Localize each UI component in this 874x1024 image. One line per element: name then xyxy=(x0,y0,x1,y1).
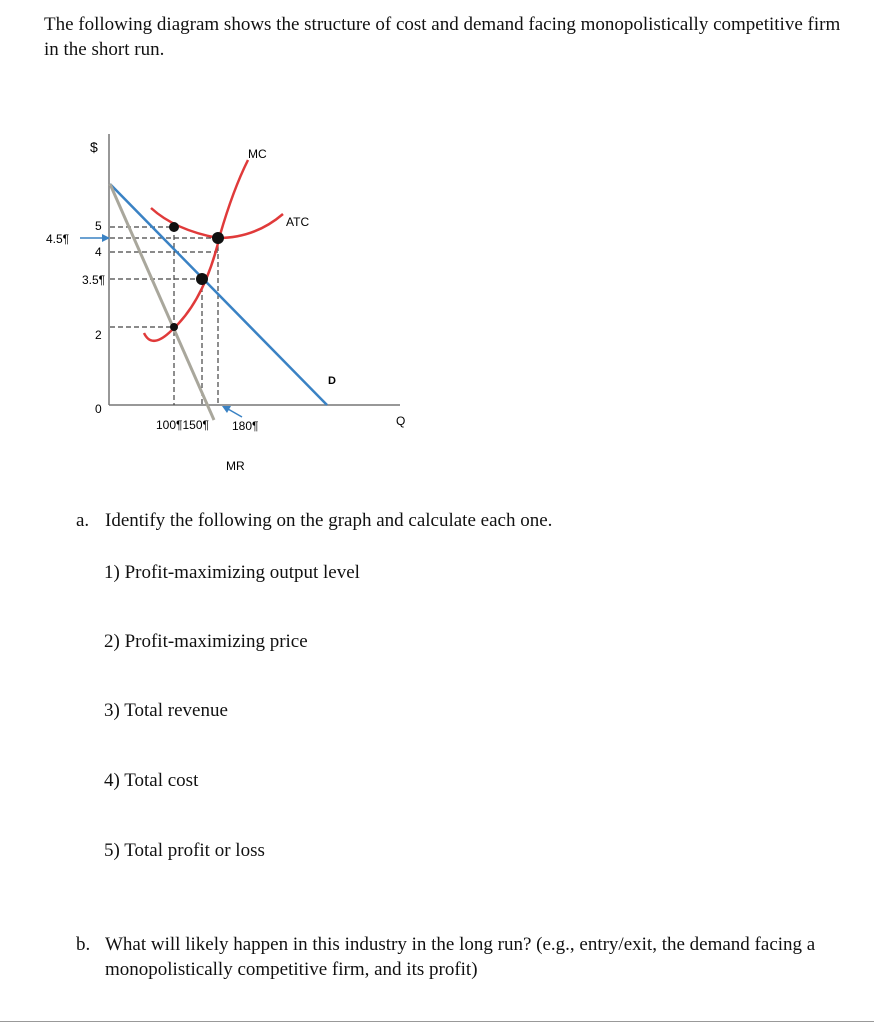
mc-label: MC xyxy=(248,147,267,161)
y-axis-label: $ xyxy=(90,139,98,155)
question-b xyxy=(76,932,836,982)
item-price: 2) Profit-maximizing price xyxy=(104,631,308,652)
point-mc-mr xyxy=(196,273,208,285)
question-a-text: Identify the following on the graph and calculate each one. xyxy=(105,510,553,531)
question-b-text: What will likely happen in this industry in the long run? (e.g., entry/exit, the demand facing a monopolistically competitive firm, and its profit) xyxy=(105,934,816,980)
demand-label: D xyxy=(328,375,336,387)
item-profit-loss: 5) Total profit or loss xyxy=(104,840,265,861)
arrow-mr xyxy=(222,406,242,417)
y-tick-3-5: 3.5¶ xyxy=(82,273,106,287)
guide-lines xyxy=(110,227,218,405)
y-tick-4-5: 4.5¶ xyxy=(46,232,70,246)
question-b-label: b. xyxy=(76,934,91,955)
question-a-label: a. xyxy=(76,510,90,531)
point-mc-100 xyxy=(170,323,178,331)
item-total-revenue: 3) Total revenue xyxy=(104,700,228,721)
y-tick-4: 4 xyxy=(95,245,102,259)
arrow-4-5 xyxy=(80,234,110,242)
mc-curve xyxy=(144,160,248,341)
x-tick-100-150: 100¶150¶ xyxy=(156,418,209,432)
y-tick-5: 5 xyxy=(95,219,102,233)
item-output-level: 1) Profit-maximizing output level xyxy=(104,562,360,583)
cost-demand-diagram xyxy=(0,120,874,490)
point-atc-100 xyxy=(169,222,179,232)
question-a xyxy=(76,509,552,533)
mr-label: MR xyxy=(226,459,245,473)
intro-text: The following diagram shows the structure of cost and demand facing monopolistically competitive firm in the short run. xyxy=(44,14,841,60)
y-tick-0: 0 xyxy=(95,402,102,416)
y-tick-2: 2 xyxy=(95,328,102,342)
atc-label: ATC xyxy=(286,215,310,229)
bottom-divider xyxy=(0,1021,874,1022)
mr-curve xyxy=(110,184,214,420)
item-total-cost: 4) Total cost xyxy=(104,770,199,791)
x-axis-label: Q xyxy=(396,414,406,428)
point-atc-min xyxy=(212,232,224,244)
x-tick-180: 180¶ xyxy=(232,419,259,433)
